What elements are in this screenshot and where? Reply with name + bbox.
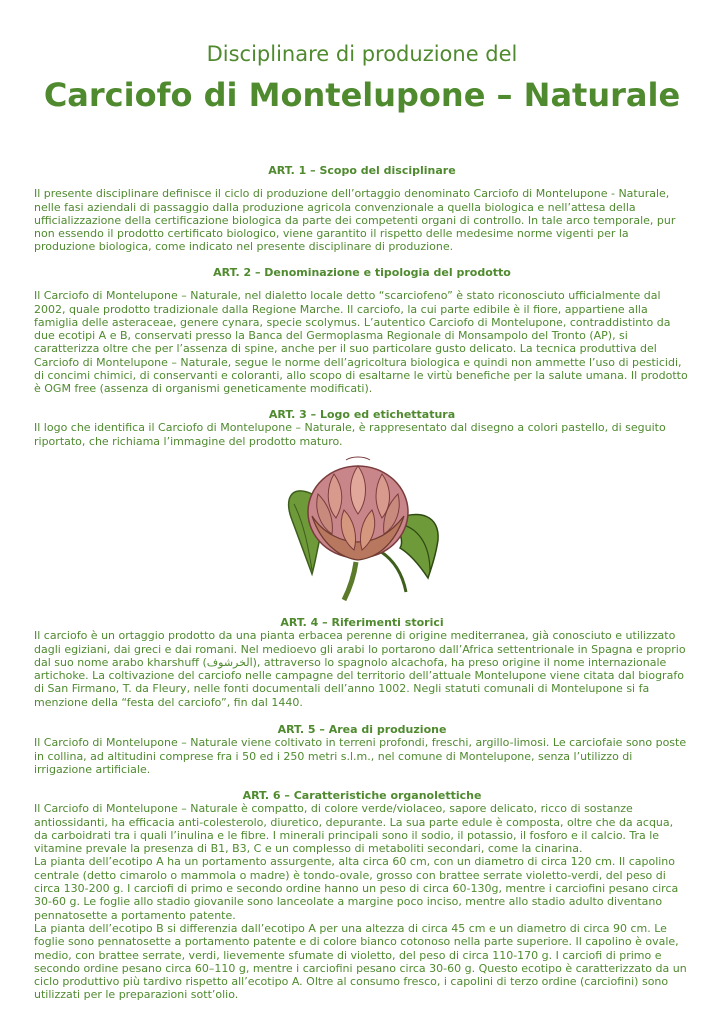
art3-text: Il logo che identifica il Carciofo di Montelupone – Naturale, è rappresentato dal disegno a colori pastello, di seguito riportato, che richiama l’immagine del prodotto maturo. (34, 421, 666, 448)
art6-text-2: La pianta dell’ecotipo A ha un portamento assurgente, alta circa 60 cm, con un diametro di circa 120 cm. Il capolino centrale (detto cimarolo o mammola o madre) è tondo-ovale, grosso con brattee serrate violetto-verdi, del peso di circa 130-200 g. I carciofi di primo e secondo ordine hanno un peso di circa 60-130g, mentre i carciofini pesano circa 30-60 g. Le foglie allo stadio giovanile sono lanceolate a margine poco inciso, mentre allo stadio adulto diventano pennatosette a portamento patente. (34, 855, 679, 922)
art1-section (34, 164, 690, 254)
art3-section (34, 408, 690, 448)
art4-text: Il carciofo è un ortaggio prodotto da una pianta erbacea perenne di origine mediterranea, già conosciuto e utilizzato dagli egiziani, dai greci e dai romani. Nel medioevo gli arabi lo portarono dall’Africa settentrionale in Spagna e proprio dal suo nome arabo kharshuff (الخرشوف), attraverso lo spagnolo alcachofa, ha preso origine il nome internazionale artichoke. La coltivazione del carciofo nelle campagne del territorio dell’attuale Montelupone viene citata dal biografo di San Firmano, T. da Fleury, nelle fonti documentali dell’anno 1002. Negli statuti comunali di Montelupone si fa menzione della “festa del carciofo”, fin dal 1440. (34, 629, 686, 709)
art3-heading: ART. 3 – Logo ed etichettatura (268, 408, 456, 421)
page-title: Carciofo di Montelupone – Naturale (43, 76, 681, 114)
art4-section (34, 616, 690, 709)
art5-heading: ART. 5 – Area di produzione (277, 723, 447, 736)
art6-text-1: Il Carciofo di Montelupone – Naturale è compatto, di colore verde/violaceo, sapore delicato, ricco di sostanze antiossidanti, ha efficacia anti-colesterolo, diuretico, depurante. La sua parte edule è composta, oltre che da acqua, da carboidrati tra i quali l’inulina e le fibre. I minerali principali sono il sodio, il potassio, il fosforo e il calcio. Tra le vitamine prevale la presenza di B1, B3, C e un complesso di metaboliti secondari, come la cinarina. (34, 802, 674, 856)
art6-text-3: La pianta dell’ecotipo B si differenzia dall’ecotipo A per una altezza di circa 45 cm e un diametro di circa 90 cm. Le foglie sono pennatosette a portamento patente e di colore bianco cotonoso nella parte superiore. Il capolino è ovale, medio, con brattee serrate, verdi, lievemente sfumate di violetto, del peso di circa 110-170 g. I carciofi di primo e secondo ordine pesano circa 60–110 g, mentre i carciofini pesano circa 30-60 g. Questo ecotipo è caratterizzato da un ciclo produttivo più tardivo rispetto all’ecotipo A. Oltre al consumo fresco, i capolini di terzo ordine (carciofini) sono utilizzati per le preparazioni sott’olio. (34, 921, 687, 1002)
art1-text: Il presente disciplinare definisce il ciclo di produzione dell’ortaggio denominato Carciofo di Montelupone - Naturale, nelle fasi aziendali di passaggio dalla produzione agricola convenzionale a quella biologica e nell’attesa della ufficializzazione della certificazione biologica da parte dei competenti organi di controllo. In tale arco temporale, pur non essendo il prodotto certificato biologico, viene garantito il rispetto delle medesime norme vigenti per la produzione biologica, come indicato nel presente disciplinare di produzione. (34, 187, 676, 254)
art2-section (34, 266, 690, 396)
art5-section (34, 723, 690, 776)
artichoke-illustration (282, 454, 444, 602)
art6-heading: ART. 6 – Caratteristiche organolettiche (242, 789, 482, 802)
art2-heading: ART. 2 – Denominazione e tipologia del prodotto (213, 266, 511, 279)
art1-heading: ART. 1 – Scopo del disciplinare (268, 164, 456, 177)
art5-text: Il Carciofo di Montelupone – Naturale viene coltivato in terreni profondi, freschi, argillo-limosi. Le carciofaie sono poste in collina, ad altitudini comprese fra i 50 ed i 250 metri s.l.m., nel comune di Montelupone, senza l’utilizzo di irrigazione artificiale. (34, 736, 687, 776)
art6-section (34, 789, 690, 1002)
art4-heading: ART. 4 – Riferimenti storici (280, 616, 444, 629)
subtitle: Disciplinare di produzione del (206, 42, 518, 66)
art2-text: Il Carciofo di Montelupone – Naturale, nel dialetto locale detto “scarciofeno” è stato riconosciuto ufficialmente dal 2002, quale prodotto tradizionale dalla Regione Marche. Il carciofo, la cui parte edibile è il fiore, appartiene alla famiglia delle asteraceae, genere cynara, specie scolymus. L’autentico Carciofo di Montelupone, contraddistinto da due ecotipi A e B, conservati presso la Banca del Germoplasma Regionale di Monsampolo del Tronto (AP), si caratterizza oltre che per l’assenza di spine, anche per il suo particolare gusto delicato. La tecnica produttiva del Carciofo di Montelupone – Naturale, segue le norme dell’agricoltura biologica e quindi non ammette l’uso di pesticidi, di concimi chimici, di conservanti e coloranti, allo scopo di esaltarne le virtù benefiche per la salute umana. Il prodotto è OGM free (assenza di organismi geneticamente modificati). (34, 289, 688, 396)
